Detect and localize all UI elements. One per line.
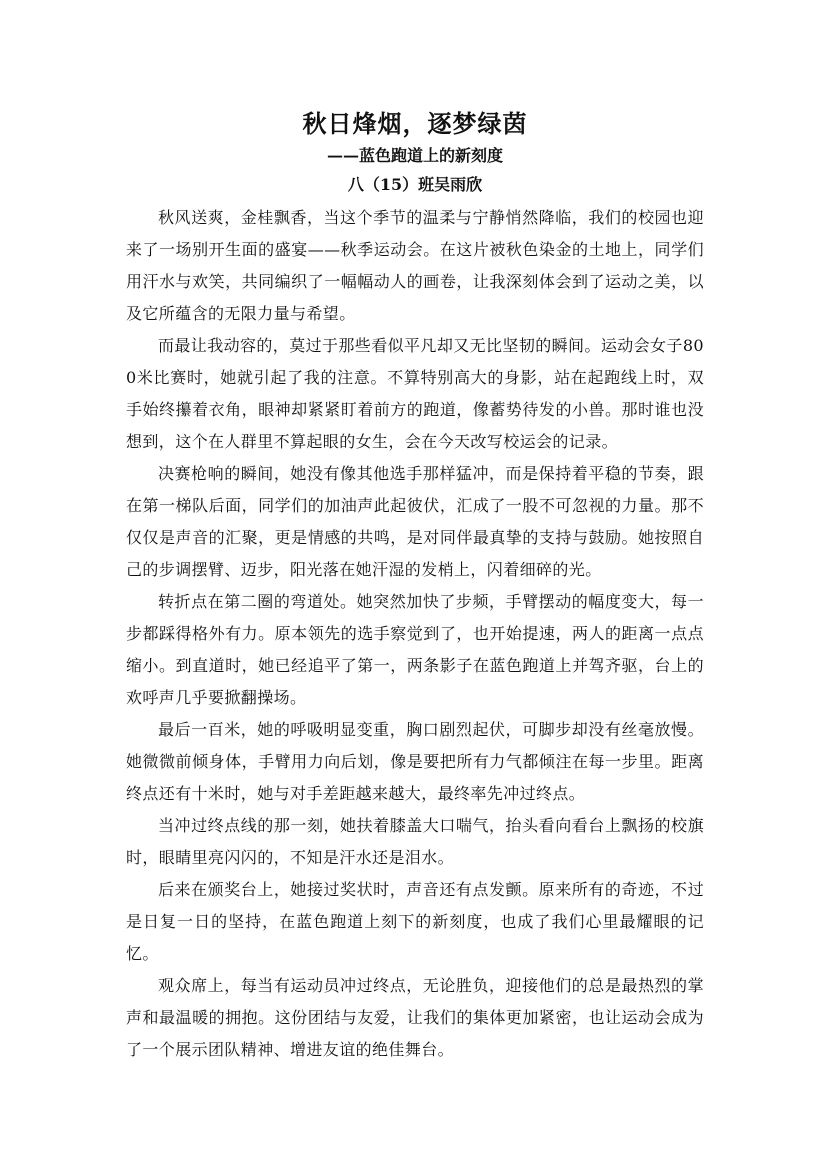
paragraph-5: 最后一百米，她的呼吸明显变重，胸口剧烈起伏，可脚步却没有丝毫放慢。她微微前倾身体，手臂用力向后划，像是要把所有力气都倾注在每一步里。距离终点还有十米时，她与对手差距越来越大，最终率先冲过终点。 <box>126 720 704 803</box>
paragraph-4: 转折点在第二圈的弯道处。她突然加快了步频，手臂摆动的幅度变大，每一步都踩得格外有力。原本领先的选手察觉到了，也开始提速，两人的距离一点点缩小。到直道时，她已经追平了第一，两条影子在蓝色跑道上并驾齐驱，台上的欢呼声几乎要掀翻操场。 <box>126 592 704 707</box>
paragraph-2: 而最让我动容的，莫过于那些看似平凡却又无比坚韧的瞬间。运动会女子800米比赛时，她就引起了我的注意。不算特别高大的身影，站在起跑线上时，双手始终攥着衣角，眼神却紧紧盯着前方的跑道，像蓄势待发的小兽。那时谁也没想到，这个在人群里不算起眼的女生，会在今天改写校运会的记录。 <box>126 336 704 451</box>
paragraph-3: 决赛枪响的瞬间，她没有像其他选手那样猛冲，而是保持着平稳的节奏，跟在第一梯队后面，同学们的加油声此起彼伏，汇成了一股不可忽视的力量。那不仅仅是声音的汇聚，更是情感的共鸣，是对同伴最真挚的支持与鼓励。她按照自己的步调摆臂、迈步，阳光落在她汗湿的发梢上，闪着细碎的光。 <box>126 464 704 579</box>
document-page <box>126 108 704 1066</box>
document-subtitle: ——蓝色跑道上的新刻度 <box>326 146 503 165</box>
paragraph-1: 秋风送爽，金桂飘香，当这个季节的温柔与宁静悄然降临，我们的校园也迎来了一场别开生面的盛宴——秋季运动会。在这片被秋色染金的土地上，同学们用汗水与欢笑，共同编织了一幅幅动人的画卷，让我深刻体会到了运动之美，以及它所蕴含的无限力量与希望。 <box>126 208 704 323</box>
document-author: 八（15）班吴雨欣 <box>347 175 483 194</box>
paragraph-8: 观众席上，每当有运动员冲过终点，无论胜负，迎接他们的总是最热烈的掌声和最温暖的拥抱。这份团结与友爱，让我们的集体更加紧密，也让运动会成为了一个展示团队精神、增进友谊的绝佳舞台。 <box>126 976 704 1059</box>
paragraph-6: 当冲过终点线的那一刻，她扶着膝盖大口喘气，抬头看向看台上飘扬的校旗时，眼睛里亮闪闪的，不知是汗水还是泪水。 <box>126 816 704 867</box>
document-title: 秋日烽烟，逐梦绿茵 <box>302 109 528 138</box>
paragraph-7: 后来在颁奖台上，她接过奖状时，声音还有点发颤。原来所有的奇迹，不过是日复一日的坚持，在蓝色跑道上刻下的新刻度，也成了我们心里最耀眼的记忆。 <box>126 880 704 963</box>
